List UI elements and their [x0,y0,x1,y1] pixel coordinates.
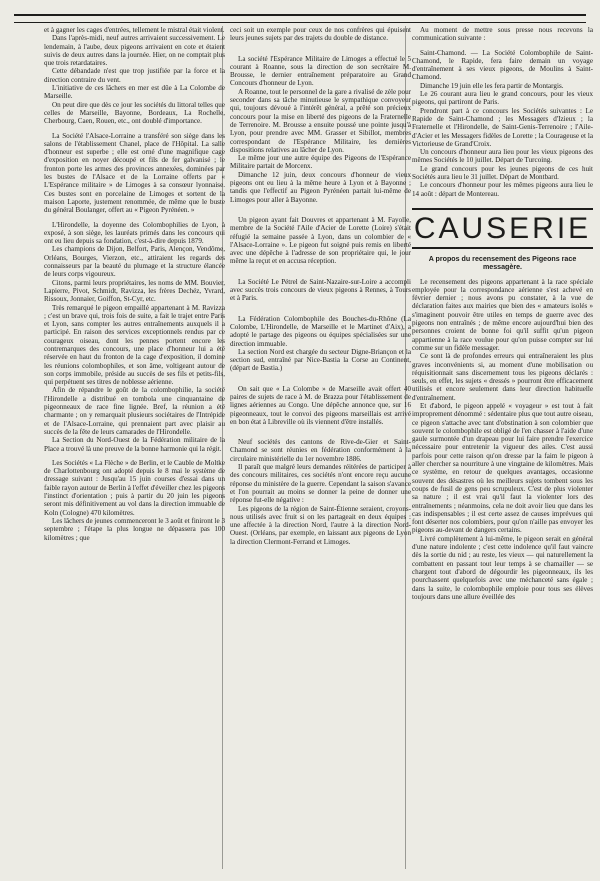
paragraph: Citons, parmi leurs propriétaires, les noms de MM. Bouvier, Lapierre, Pivot, Schmidt, Ravizza, les frères Dechéz, Yvrard, Rissoux, Jonnaier, Goiffon, St-Cyr, etc. [44,278,225,304]
paragraph: Le concours d'honneur pour les mêmes pigeons aura lieu le 14 août : départ de Montereau. [412,181,593,198]
column-2 [230,26,411,546]
paragraph: Le même jour une autre équipe des Pigeons de l'Espérance Militaire partait de Morcenx. [230,154,411,171]
paragraph: Un concours d'honneur aura lieu pour les vieux pigeons des mêmes Sociétés le 10 juillet. Départ de Turcoing. [412,148,593,165]
paragraph: Ce sont là de profondes erreurs qui entraîneraient les plus graves inconvénients si, au moment d'une mobilisation ou réquisitionnait sans discernement tous les pigeons déclarés : seuls, en effet, les sujets « dressés » pourront être efficacement utilisés et encore seulement dans leur direction habituelle d'entraînement. [412,352,593,402]
column-1 [44,26,225,542]
paragraph: Livré complètement à lui-même, le pigeon serait en général d'une nature indolente ; c'est cette indolence qu'il faut vaincre dès la sortie du nid ; au reste, les vieux — qui naturellement la combattent en passant tout leur temps à se chamailler — se chargent tout d'abord de dégourdir les pigeonneaux, ils les pourchassent quelquefois avec une méchanceté sans égale ; dans la suite, le colombophile emploie pour tous ses élèves toujours dans une allure éveillée des [412,534,593,601]
paragraph: La Société l'Alsace-Lorraine a transféré son siège dans les salons de l'établissement Chanel, place de l'Hôpital. La salle d'honneur est superbe ; elle est orné d'une magnifique cage d'exposition en noyer découpé et fils de fer galvanisé ; le fronton porte les armes des provinces annexées, dominées par les bustes de l'Alsace et de la Lorraine offerts par « L'Espérance militaire » de Limoges à sa consœur lyonnaise. Ces bustes sont en porcelaine de Limoges et sortent de la maison Laporte, justement renommée, de même que le buste du général Boulanger, offert au « Pigeon Pyrénéen. » [44,131,225,215]
paragraph: Les champions de Dijon, Belfort, Paris, Alençon, Vendôme, Orléans, Bourges, Vierzon, etc., attiraient les regards des connaisseurs par la beauté du plumage et la structure élancée de leurs corps vigoureux. [44,245,225,279]
paragraph: Cette débandade n'est que trop justifiée par la force et la direction contraire du vent. [44,67,225,84]
paragraph: Le 26 courant aura lieu le grand concours, pour les vieux pigeons, qui partiront de Paris. [412,90,593,107]
paragraph: Les lâchers de jeunes commenceront le 3 août et finiront le 3 septembre ; l'étape la plus longue ne dépassera pas 100 kilomètres ; que [44,516,225,542]
paragraph: La société l'Espérance Militaire de Limoges a effectué le 5 courant à Roanne, sous la direction de son secrétaire M. Brousse, le dernier entraînement préparatoire au Grand Concours d'honneur de Lyon. [230,54,411,88]
paragraph: Neuf sociétés des cantons de Rive-de-Gier et Saint-Chamond se sont réunies en fédération conformément à la circulaire ministérielle du 1er novembre 1886. [230,438,411,463]
paragraph: Dans l'après-midi, neuf autres arrivaient successivement. Le lendemain, à l'aube, deux pigeons arrivaient en cote et étaient suivis de deux autres dans la journée. Hier, on ne comptait plus que trois retardataires. [44,34,225,68]
paragraph: L'initiative de ces lâchers en mer est dûe à La Colombe de Marseille. [44,84,225,101]
paragraph: Le grand concours pour les jeunes pigeons de ces huit Sociétés aura lieu le 31 juillet. Départ de Montbard. [412,164,593,182]
paragraph: La Section du Nord-Ouest de la Fédération militaire de la Place a trouvé là une preuve de la bonne harmonie qui la régit. [44,436,225,453]
paragraph: Afin de répandre le goût de la colombophilie, la société l'Hirondelle a distribué en tombola une cinquantaine de pigeonneaux de race fine lignée. Bref, la réunion a été charmante ; on y remarquait plusieurs sociétaires de l'Intrépide et de l'Alsace-Lorraine, qui prennaient part avec plaisir au succès de la fête de leurs camarades de l'Hirondelle. [44,386,225,436]
paragraph: et à gagner les cages d'entrées, tellement le mistral était violent. [44,26,225,34]
paragraph: ceci soit un exemple pour ceux de nos confrères qui épuisent leurs jeunes sujets par des trajets du double de distance. [230,26,411,43]
paragraph: On sait que « La Colombe » de Marseille avait offert 40 paires de sujets de race à M. de Brazza pour l'établissement de lignes aériennes au Congo. Une dépêche annonce que, sur 16 pigeonneaux, tout le convoi des pigeons marseillais est arrivé en bon état à Libreville où ils viennent d'être installés. [230,384,411,426]
paragraph: La Fédération Colombophile des Bouches-du-Rhône (La Colombe, L'Hirondelle, de Marseille et le Martinet d'Aix), a adopté le partage des pigeons ou équipes spécialisées sur une direction immuable. [230,314,411,348]
paragraph: Prendront part à ce concours les Sociétés suivantes : Le Rapide de Saint-Chamond ; les Messagers d'Izieux ; la Fraternelle et l'Hirondelle, de Saint-Genis-Terrenoire ; l'Aile-d'Acier et les Messagers fidèles de Lorette ; la Courageuse et la Victorieuse de Grand'Croix. [412,106,593,148]
section-subtitle: A propos du recensement des Pigeons race messagère. [428,254,577,272]
paragraph: La Société Le Pétrel de Saint-Nazaire-sur-Loire a accompli avec succès trois concours de vieux pigeons à Rennes, à Tours et à Paris. [230,277,411,303]
paragraph: Les Sociétés « La Flèche » de Berlin, et le Cauble de Moltke de Charlottenbourg ont adopté depuis le 8 mai le système de dressage suivant : Jusqu'au 15 juin courses d'essai dans un faible rayon autour de Berlin à l'effet d'éveiller chez les pigeons l'instinct d'orientation ; puis à partir du 20 juin les pigeons seront mis définitivement au vol dans la direction immuable de Koln (Cologne) 470 kilomètres. [44,458,225,517]
paragraph: Les pigeons de la région de Saint-Étienne seraient, croyons-nous utilisés avec fruit si on les partageait en deux équipes : une affectée à la direction Nord, l'autre à la direction Nord-Ouest. (Orléans, par exemple, en laissant aux pigeons de Lyon la direction Clermont-Ferrand et Limoges. [230,504,411,546]
paragraph: A Roanne, tout le personnel de la gare a rivalisé de zèle pour seconder dans sa tâche minutieuse le sympathique convoyeur qui, toujours dévoué à l'intérêt général, a prêté son précieux concours pour la mise en liberté des pigeons de la Fraternelle de Terrenoire. M. Brousse a ensuite poussé une pointe jusqu'à Lyon, pour prendre avec MM. Grasser et Sibillot, membres correspondant de l'Espérance Militaire, les dernières dispositions relatives au lâcher de Lyon. [230,87,411,154]
paragraph: Dimanche 12 juin, deux concours d'honneur de vieux pigeons ont eu lieu à la même heure à Lyon et à Bayonne ; tandis que l'effectif au Pigeon Pyrénéen partait lui-même de Limoges pour aller à Bayonne. [230,170,411,204]
paragraph: Dimanche 19 juin elle les fera partir de Montargis. [420,81,564,90]
paragraph: Il paraît que malgré leurs demandes réitérées de participer à des concours militaires, ces sociétés n'ont encore reçu aucune réponse du ministère de la guerre. Cependant la saison s'avance et l'on pourrait au moins se donner la peine de donner une réponse fut-elle négative : [230,463,411,505]
paragraph: Et d'abord, le pigeon appelé « voyageur » est tout à fait improprement dénommé : sédentaire plus que tout autre oiseau, ce pigeon s'attache avec tant d'obstination à son colombier que souvent le colombophile est obligé de l'en chasser à l'aide d'une gaule surmontée d'un drapeau pour lui faire prendre l'exercice nécessaire pour entretenir la vigueur des ailes. C'est aussi parfois pour cette raison qu'on dresse par la faim le pigeon à aller chercher sa nourriture à une vingtaine de kilomètres. Mais ce système, en retour de quelques avantages, occasionne souvent des désastres où les meilleurs sujets tombent sous les coups de fusil de gens peu scrupuleux. C'est de plus violenter sa nature ; il est vrai qu'il faut la violenter lors des entraînements ; néanmoins, cela ne doit avoir lieu que dans les cas indispensables ; il est certe assez de causes imprévues qui font déserter nos colombiers, pour qu'on n'aille pas envoyer les pigeons au-devant de dangers certains. [412,401,593,535]
paragraph: La section Nord est chargée du secteur Digne-Briançon et la section sud, entraîné par Nice-Bastia la Corse au Continent, (départ de Bastia.) [230,347,411,373]
top-rule [14,14,586,23]
paragraph: Saint-Chamond. — La Société Colombophile de Saint-Chamond, le Rapide, fera faire demain un voyage d'entraînement à ses vieux pigeons, de Moulins à Saint-Chamond. [412,48,593,82]
paragraph: Très remarqué le pigeon empaillé appartenant à M. Ravizza ; c'est un brave qui, trois fois de suite, a fait le trajet entre Paris et Lyon, sans compter les autres entraînements auxquels il a participé. En raison des services exceptionnels rendus par ce courageux oiseau, dont les pennes portent encore les contremarques des concours, une place d'honneur lui a été réservée en haut du fronton de la cage d'exposition, il domine les réunions colombophiles, et son âme, voltigeant autour de son corps immobile, préside au succès de ses fils et petits-fils, qui perpétuent ses titres de noblesse aérienne. [44,303,225,387]
paragraph: Le recensement des pigeons appartenant à la race spéciale employée pour la correspondance aérienne s'est achevé en février dernier ; nous avons pu constater, à la vue de déclaration faites aux mairies que bien des « amateurs isolés » s'imaginent pouvoir être utiles en temps de guerre avec des pigeons non entraînés ; de même encore aujourd'hui bien des personnes croient de bonne foi qu'il suffit qu'un pigeon appartienne à la race voulue pour qu'on puisse compter sur lui comme sur un fidèle messager. [412,277,593,352]
paragraph: Au moment de mettre sous presse nous recevons la communication suivante : [412,26,593,43]
paragraph: On peut dire que dès ce jour les sociétés du littoral telles que celles de Marseille, Bayonne, Bordeaux, La Rochelle, Cherbourg, Caen, Rouen, etc., ont doublé d'importance. [44,100,225,126]
column-3 [412,26,593,601]
paragraph: Un pigeon ayant fait Douvres et appartenant à M. Fayolle, membre de la Société l'Aile d'Acier de Lorette (Loire) s'était réfugié la semaine passée à Lyon, dans un colombier de « l'Alsace-Lorraine ». Le pigeon fut soigné puis remis en liberté avec une dépêche à l'adresse de son propriétaire qui, le jour même la reçut et en accusa réception. [230,215,411,266]
section-title: CAUSERIE [412,208,593,249]
paragraph: L'Hirondelle, la doyenne des Colombophilies de Lyon, à exposé, à son siège, les lauréats primés dans les concours qui ont eu lieu depuis sa fondation, c'est-à-dire depuis 1879. [44,220,225,246]
